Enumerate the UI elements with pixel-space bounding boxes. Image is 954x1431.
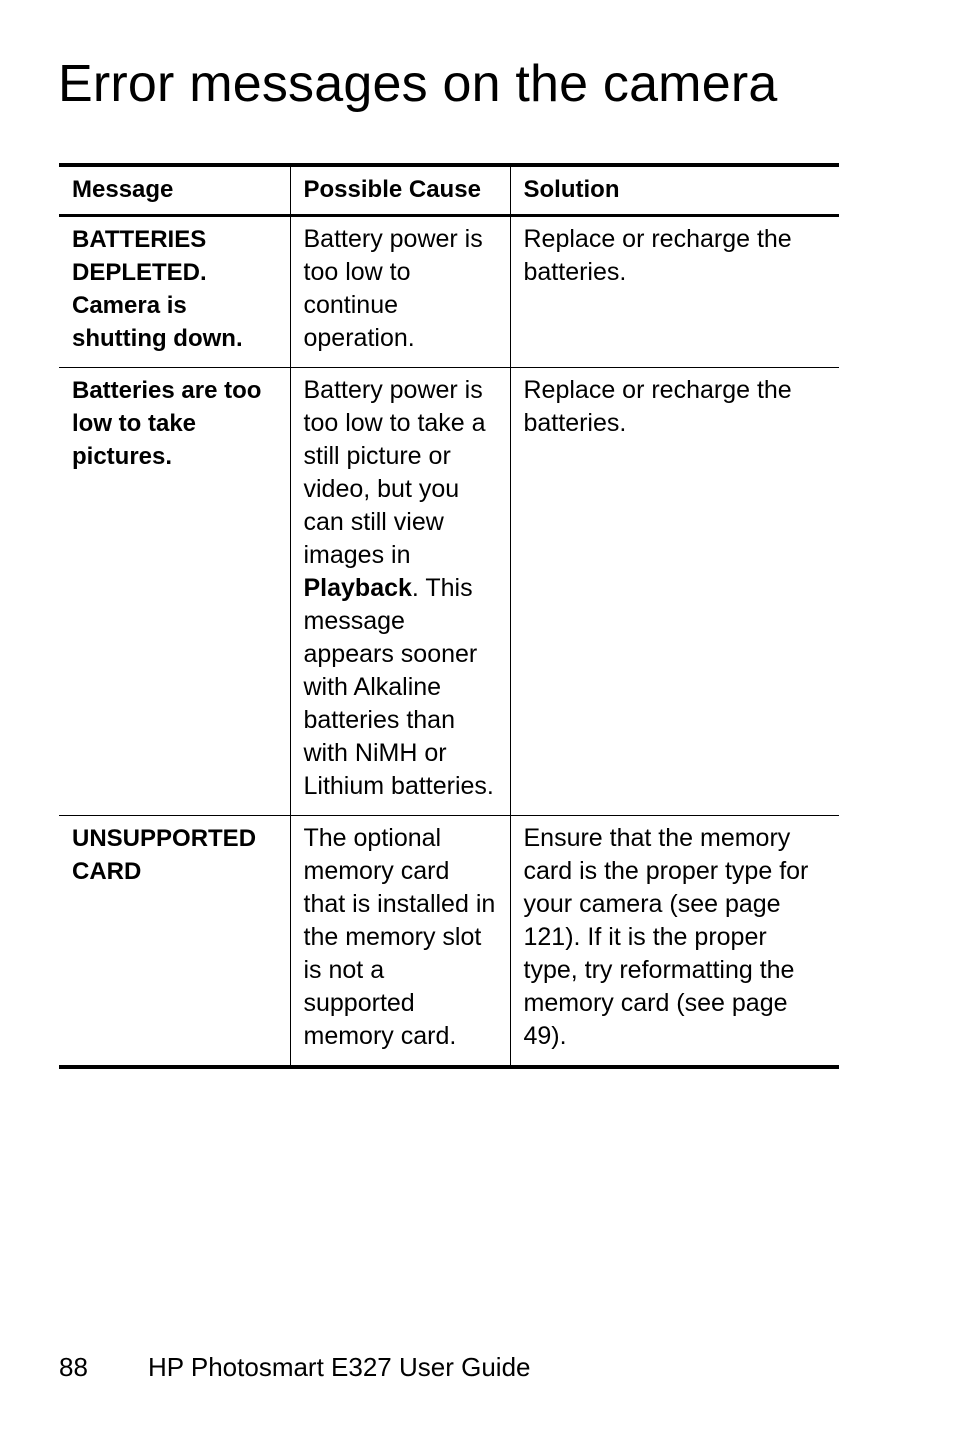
cause-cell: The optional memory card that is installed in the memory slot is not a supported memory card. <box>290 816 510 1068</box>
column-header-solution: Solution <box>510 165 839 216</box>
page-title: Error messages on the camera <box>58 55 778 113</box>
table-row <box>59 216 839 368</box>
message-cell: BATTERIES DEPLETED. Camera is shutting down. <box>72 226 243 352</box>
column-header-message: Message <box>59 165 290 216</box>
column-header-possible-cause: Possible Cause <box>290 165 510 216</box>
guide-title: HP Photosmart E327 User Guide <box>148 1352 531 1382</box>
message-cell: Batteries are too low to take pictures. <box>59 368 290 816</box>
cause-cell: Battery power is too low to continue operation. <box>290 216 510 368</box>
cause-text: Battery power is too low to take a still picture or video, but you can still view images in <box>303 376 486 569</box>
solution-cell: Replace or recharge the batteries. <box>510 368 839 816</box>
page-footer <box>59 1350 530 1384</box>
cause-cell <box>290 368 510 816</box>
table-row <box>59 368 839 816</box>
table-header-row <box>59 165 839 216</box>
table-row <box>59 816 839 1068</box>
playback-mode-term: Playback <box>303 574 412 602</box>
solution-cell: Ensure that the memory card is the proper type for your camera (see page 121). If it is the proper type, try reformatting the memory card (see page 49). <box>510 816 839 1068</box>
cause-text: . This message appears sooner with Alkaline batteries than with NiMH or Lithium batteries. <box>303 574 494 800</box>
page-number: 88 <box>59 1352 88 1382</box>
message-cell: UNSUPPORTED CARD <box>59 816 290 1068</box>
error-messages-table <box>59 163 839 1069</box>
solution-cell: Replace or recharge the batteries. <box>510 216 839 368</box>
